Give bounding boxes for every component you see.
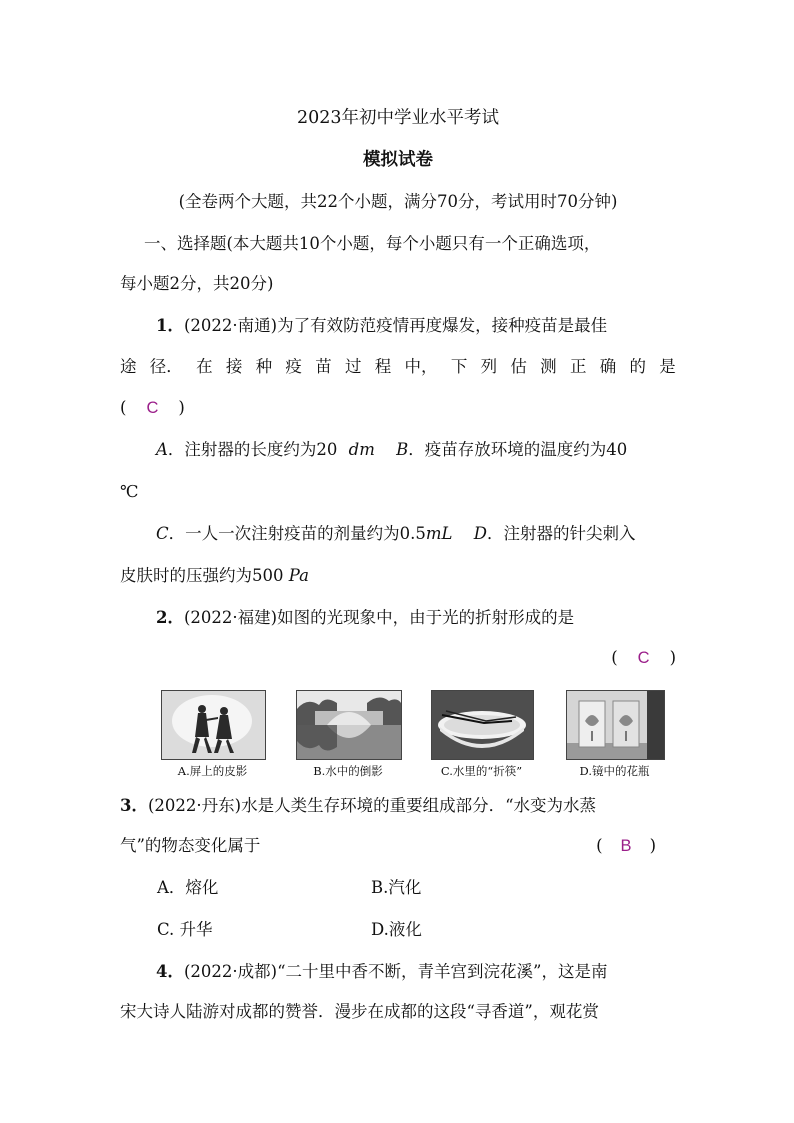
q1-word: 确 bbox=[599, 357, 617, 376]
exam-instructions: (全卷两个大题，共22个小题，满分70分，考试用时70分钟) bbox=[178, 192, 618, 211]
option-c-label: C bbox=[156, 524, 169, 543]
option-b-text: ．疫苗存放环境的温度约为40 bbox=[408, 440, 628, 459]
q3-option-b: B.汽化 bbox=[371, 878, 422, 897]
option-b-label: B bbox=[396, 440, 409, 459]
q1-word: 正 bbox=[569, 357, 587, 376]
question-1-number: 1． bbox=[156, 316, 184, 335]
exam-title: 2023年初中学业水平考试 bbox=[296, 108, 500, 128]
caption-d: D.镜中的花瓶 bbox=[579, 764, 650, 778]
question-3-answer: ( B ) bbox=[596, 836, 656, 855]
option-d-text: ．注射器的针尖刺入 bbox=[486, 524, 636, 543]
q1-word: 径． bbox=[149, 357, 183, 376]
q1-word: 接 bbox=[225, 357, 243, 376]
q1-word: 疫 bbox=[285, 357, 302, 376]
q3-option-c: C. 升华 bbox=[157, 920, 213, 939]
caption-c: C.水里的“折筷” bbox=[440, 764, 523, 778]
question-4-line-2: 宋大诗人陆游对成都的赞誉．漫步在成都的这段“寻香道”，观花赏 bbox=[120, 1002, 599, 1021]
bridge-reflection-image bbox=[296, 690, 402, 760]
question-1-line-2 bbox=[120, 355, 676, 379]
question-1-answer-letter: C bbox=[146, 399, 159, 417]
vase-mirror-image bbox=[566, 690, 665, 760]
question-2-answer-letter: C bbox=[637, 649, 650, 667]
option-c-unit: mL bbox=[425, 524, 453, 543]
question-1-stem: (2022·南通)为了有效防范疫情再度爆发，接种疫苗是最佳 bbox=[183, 316, 608, 335]
caption-a: A.屏上的皮影 bbox=[177, 764, 248, 778]
option-d-cont-text: 皮肤时的压强约为500 bbox=[120, 566, 284, 585]
question-3-stem: (2022·丹东)水是人类生存环境的重要组成部分．“水变为水蒸 bbox=[147, 796, 597, 815]
q1-word: 途 bbox=[120, 357, 137, 376]
question-3-number: 3． bbox=[120, 796, 148, 815]
question-3-line-1 bbox=[120, 794, 676, 818]
question-2-stem: (2022·福建)如图的光现象中，由于光的折射形成的是 bbox=[183, 608, 575, 627]
q3-option-a: A．熔化 bbox=[157, 878, 219, 897]
option-d-unit: Pa bbox=[288, 566, 309, 585]
question-2-number: 2． bbox=[156, 608, 184, 627]
option-a-unit: dm bbox=[348, 440, 375, 459]
q1-word: 过 bbox=[344, 357, 362, 376]
q1-word: 列 bbox=[480, 357, 498, 376]
option-d-continuation bbox=[120, 564, 676, 588]
question-2-answer: ( C ) bbox=[611, 648, 676, 667]
section-heading-line-1: 一、选择题(本大题共10个小题，每个小题只有一个正确选项， bbox=[144, 234, 601, 253]
exam-subtitle: 模拟试卷 bbox=[363, 150, 433, 170]
shadow-puppet-image bbox=[161, 690, 266, 760]
option-b-continuation: ℃ bbox=[120, 482, 139, 501]
q1-word: 测 bbox=[540, 357, 557, 376]
question-3-line-2 bbox=[120, 834, 676, 858]
question-4-line-1 bbox=[120, 960, 676, 984]
q1-word: 苗 bbox=[315, 357, 332, 376]
bent-chopsticks-image bbox=[431, 690, 534, 760]
question-3-stem-cont: 气”的物态变化属于 bbox=[120, 836, 261, 855]
question-4-stem: (2022·成都)“二十里中香不断，青羊宫到浣花溪”，这是南 bbox=[183, 962, 608, 981]
q1-word: 中， bbox=[404, 357, 438, 376]
q3-option-d: D.液化 bbox=[371, 920, 422, 939]
q1-word: 的 bbox=[629, 357, 646, 376]
option-c-text: ．一人一次注射疫苗的剂量约为0.5 bbox=[168, 524, 426, 543]
question-3-answer-letter: B bbox=[620, 837, 632, 855]
q1-word: 下 bbox=[450, 357, 468, 376]
question-1-line-1 bbox=[120, 314, 676, 338]
option-a-label: A bbox=[156, 440, 168, 459]
section-heading-line-2: 每小题2分，共20分) bbox=[120, 274, 274, 293]
q1-word: 估 bbox=[510, 357, 527, 376]
option-d-label: D bbox=[473, 524, 487, 543]
caption-b: B.水中的倒影 bbox=[313, 764, 383, 778]
question-1-options-ab bbox=[120, 438, 676, 462]
question-1-options-cd bbox=[120, 522, 676, 546]
q1-word: 程 bbox=[374, 357, 392, 376]
question-1-answer: ( C ) bbox=[120, 398, 185, 417]
q1-word: 是 bbox=[659, 357, 676, 376]
q1-word: 在 bbox=[196, 357, 213, 376]
q1-word: 种 bbox=[255, 357, 273, 376]
option-a-text: ．注射器的长度约为20 bbox=[167, 440, 338, 459]
question-2-line-1 bbox=[120, 606, 676, 630]
question-4-number: 4． bbox=[156, 962, 184, 981]
